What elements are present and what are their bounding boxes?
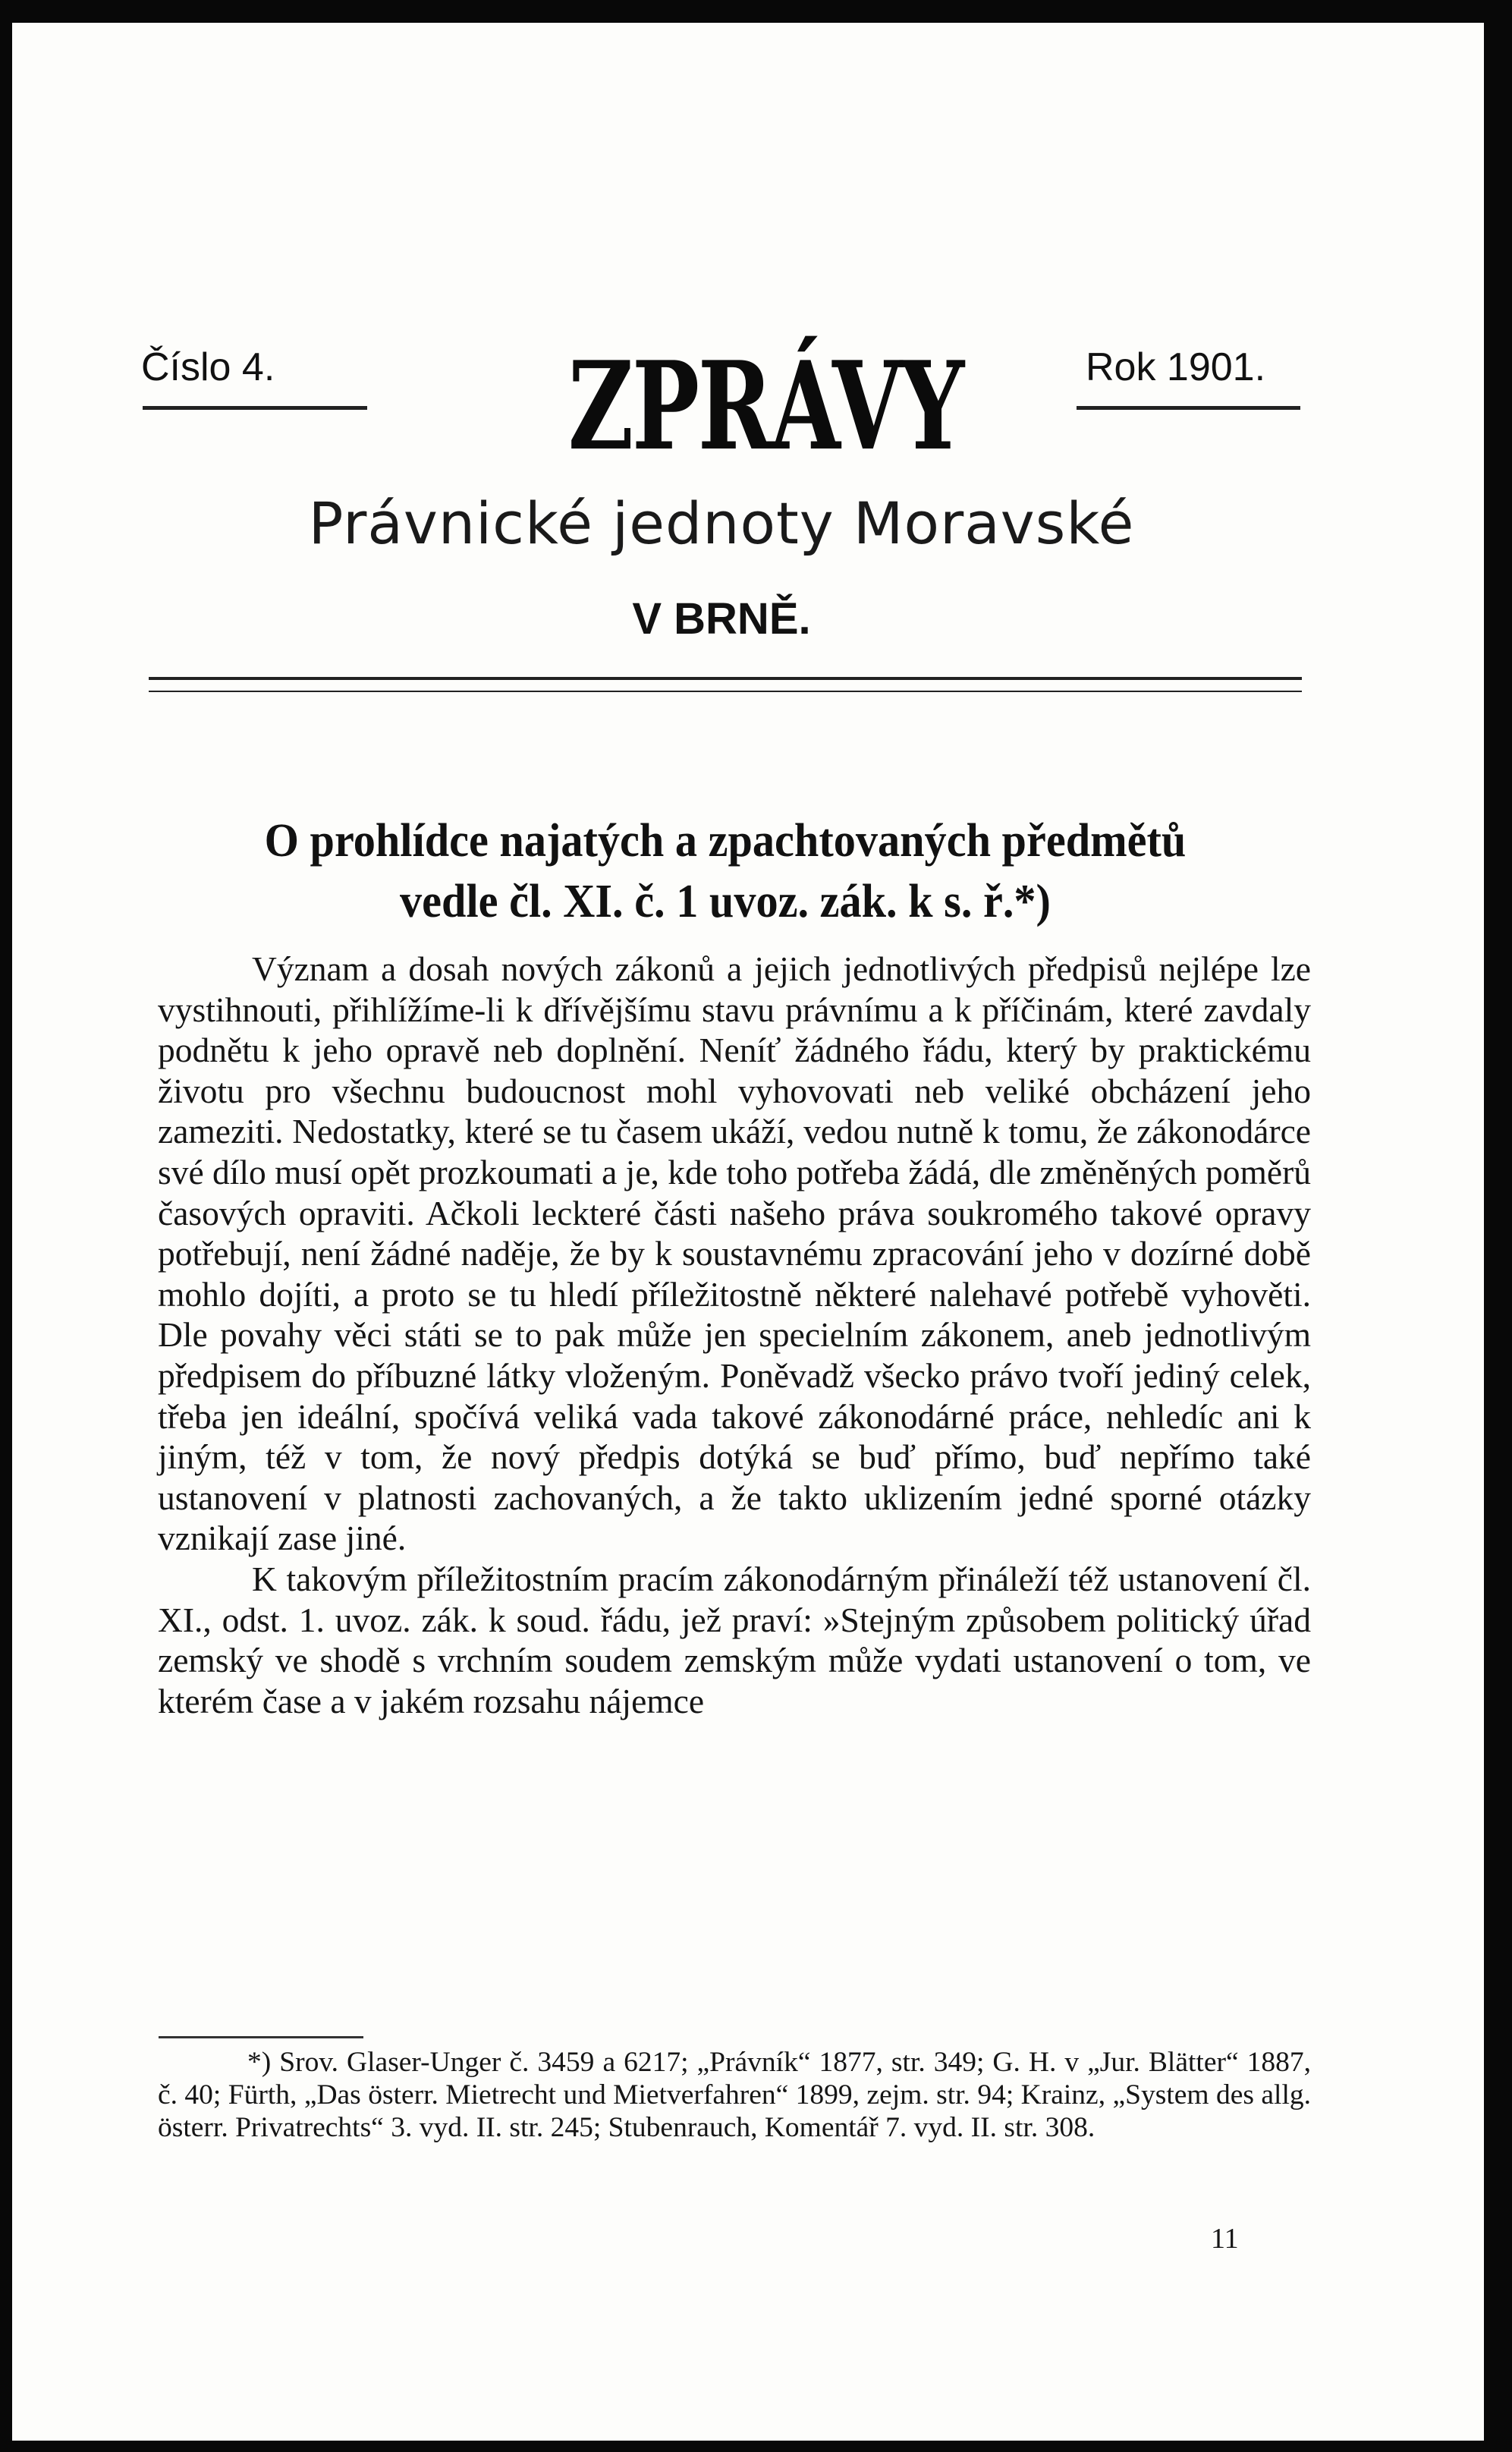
masthead-city: V BRNĚ. bbox=[632, 594, 811, 644]
issue-number: Číslo 4. bbox=[141, 345, 275, 389]
footnote-divider bbox=[159, 2036, 363, 2038]
article-heading-line: vedle čl. XI. č. 1 uvoz. zák. k s. ř.*) bbox=[400, 876, 1051, 927]
issue-year: Rok 1901. bbox=[1086, 345, 1266, 389]
masthead-title: ZPRÁVY bbox=[567, 335, 963, 477]
issue-year-underline bbox=[1077, 406, 1300, 410]
page-number: 11 bbox=[1211, 2223, 1239, 2255]
footnote: *) Srov. Glaser-Unger č. 3459 a 6217; „Právník“ 1877, str. 349; G. H. v „Jur. Blätter“ 1887, č. 40; Fürth, „Das österr. Mietrecht und Mietverfahren“ 1899, zejm. str. 94; Krainz, „System des allg. österr. Privatrechts“ 3. vyd. II. str. 245; Stubenrauch, Komentář 7. vyd. II. str. 308. bbox=[158, 2047, 1311, 2143]
article-heading bbox=[180, 811, 1271, 932]
article-paragraph: K takovým příležitostním pracím zákonodárným přináleží též ustanovení čl. XI., odst. 1. uvoz. zák. k soud. řádu, jež praví: »Stejným způsobem politický úřad zemský ve shodě s vrchním soudem zemským může vydati ustanovení o tom, ve kterém čase a v jakém rozsahu nájemce bbox=[158, 1559, 1311, 1720]
issue-number-underline bbox=[143, 406, 367, 410]
masthead-subtitle: Právnické jednoty Moravské bbox=[308, 489, 1135, 557]
document-page bbox=[12, 23, 1484, 2441]
article-heading-line: O prohlídce najatých a zpachtovaných předmětů bbox=[264, 815, 1187, 867]
masthead-divider bbox=[149, 677, 1302, 692]
article-body bbox=[158, 949, 1311, 1721]
article-paragraph: Význam a dosah nových zákonů a jejich jednotlivých předpisů nejlépe lze vystihnouti, přihlížíme-li k dřívějšímu stavu právnímu a k příčinám, které zavdaly podnětu k jeho opravě neb doplnění. Neníť žádného řádu, který by praktickému životu pro všechnu budoucnost mohl vyhovovati neb veliké obcházení jeho zameziti. Nedostatky, které se tu časem ukáží, vedou nutně k tomu, že zákonodárce své dílo musí opět prozkoumati a je, kde toho potřeba žádá, dle změněných poměrů časových opraviti. Ačkoli leckteré části našeho práva soukromého takové opravy potřebují, není žádné naděje, že by k soustavnému zpracování jeho v dozírné době mohlo dojíti, a proto se tu hledí příležitostně některé nalehavé potřebě vyhověti. Dle povahy věci státi se to pak může jen specielním zákonem, aneb jednotlivým předpisem do příbuzné látky vloženým. Poněvadž všecko právo tvoří jediný celek, třeba jen ideální, spočívá veliká vada takové zákonodárné práce, nehledíc ani k jiným, též v tom, že nový předpis dotýká se buď přímo, buď nepřímo také ustanovení v platnosti zachovaných, a že takto uklizením jedné sporné otázky vznikají zase jiné. bbox=[158, 949, 1311, 1558]
